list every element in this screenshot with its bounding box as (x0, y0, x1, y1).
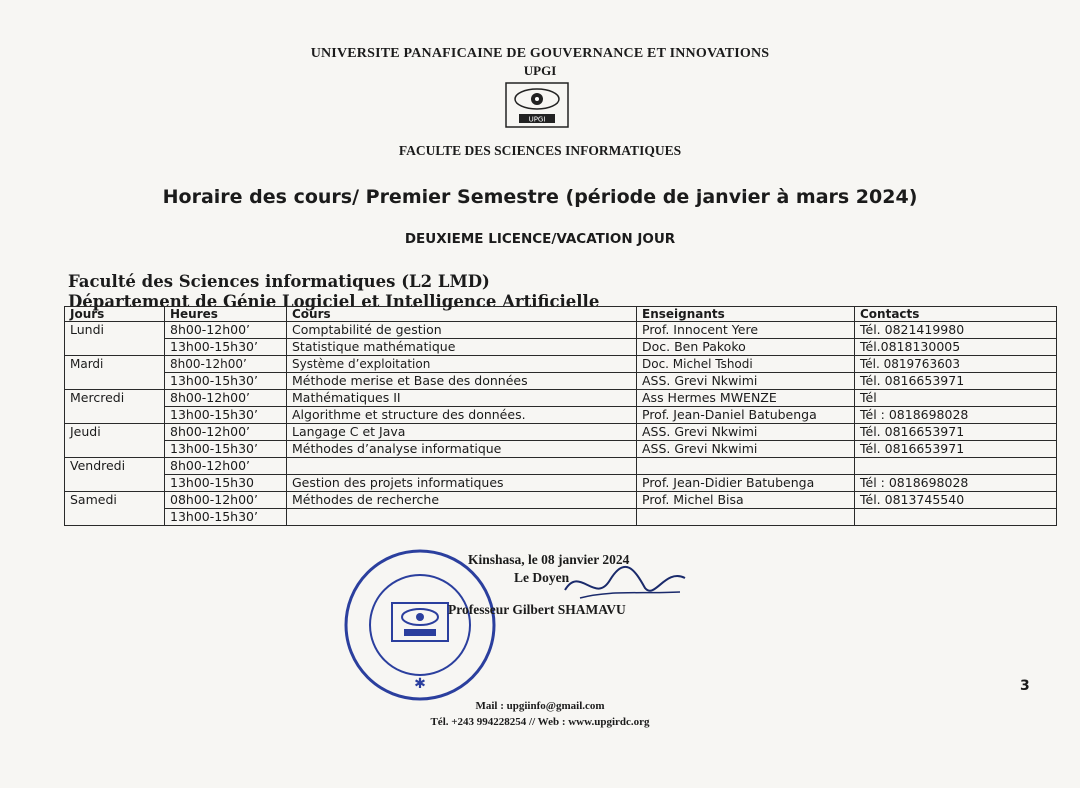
contact-cell: Tél.0818130005 (855, 339, 1057, 356)
column-header-jours: Jours (65, 307, 165, 322)
day-cell: Mercredi (65, 390, 165, 424)
day-cell: Jeudi (65, 424, 165, 458)
footer-contact: Tél. +243 994228254 // Web : www.upgirdc.org (430, 716, 650, 728)
course-cell: Algorithme et structure des données. (287, 407, 637, 424)
teacher-cell: Ass Hermes MWENZE (637, 390, 855, 407)
table-row (65, 356, 1057, 373)
table-header-row (65, 307, 1057, 322)
course-cell: Système d’exploitation (287, 356, 637, 373)
table-row (65, 322, 1057, 339)
teacher-cell (637, 509, 855, 526)
contact-cell: Tél. 0821419980 (855, 322, 1057, 339)
signature-name: Professeur Gilbert SHAMAVU (448, 602, 626, 617)
contact-cell: Tél. 0813745540 (855, 492, 1057, 509)
schedule-table (64, 306, 1057, 526)
page-subtitle: DEUXIEME LICENCE/VACATION JOUR (404, 231, 676, 247)
department-heading: Département de Génie Logiciel et Intelligence Artificielle (68, 292, 600, 311)
course-cell: Méthodes de recherche (287, 492, 637, 509)
course-cell: Gestion des projets informatiques (287, 475, 637, 492)
signature-place-date: Kinshasa, le 08 janvier 2024 (468, 552, 630, 567)
university-name: UNIVERSITE PANAFICAINE DE GOUVERNANCE ET INNOVATIONS (310, 46, 770, 61)
university-logo (505, 82, 569, 128)
contact-cell: Tél : 0818698028 (855, 407, 1057, 424)
teacher-cell: Prof. Michel Bisa (637, 492, 855, 509)
time-cell: 13h00-15h30’ (165, 339, 287, 356)
column-header-contacts: Contacts (855, 307, 1057, 322)
time-cell: 08h00-12h00’ (165, 492, 287, 509)
column-header-heures: Heures (165, 307, 287, 322)
footer-mail: Mail : upgiinfo@gmail.com (475, 700, 605, 712)
contact-cell: Tél (855, 390, 1057, 407)
contact-cell: Tél. 0816653971 (855, 373, 1057, 390)
faculty-stamp (340, 545, 500, 705)
contact-cell: Tél. 0816653971 (855, 424, 1057, 441)
page-title: Horaire des cours/ Premier Semestre (période de janvier à mars 2024) (162, 186, 918, 208)
contact-cell (855, 509, 1057, 526)
time-cell: 8h00-12h00’ (165, 424, 287, 441)
course-cell: Méthode merise et Base des données (287, 373, 637, 390)
table-row (65, 407, 1057, 424)
table-row (65, 390, 1057, 407)
teacher-cell: Prof. Jean-Didier Batubenga (637, 475, 855, 492)
course-cell: Comptabilité de gestion (287, 322, 637, 339)
course-cell: Méthodes d’analyse informatique (287, 441, 637, 458)
time-cell: 13h00-15h30’ (165, 373, 287, 390)
faculty-name: FACULTE DES SCIENCES INFORMATIQUES (398, 143, 682, 158)
time-cell: 8h00-12h00’ (165, 322, 287, 339)
teacher-cell: Doc. Ben Pakoko (637, 339, 855, 356)
column-header-enseignants: Enseignants (637, 307, 855, 322)
table-row (65, 339, 1057, 356)
page-number: 3 (1020, 678, 1030, 694)
teacher-cell: Doc. Michel Tshodi (637, 356, 855, 373)
day-cell: Samedi (65, 492, 165, 526)
time-cell: 8h00-12h00’ (165, 390, 287, 407)
table-row (65, 424, 1057, 441)
svg-text:UPGI: UPGI (528, 115, 546, 124)
teacher-cell: ASS. Grevi Nkwimi (637, 373, 855, 390)
teacher-cell: Prof. Innocent Yere (637, 322, 855, 339)
course-cell: Langage C et Java (287, 424, 637, 441)
course-cell: Statistique mathématique (287, 339, 637, 356)
teacher-cell: Prof. Jean-Daniel Batubenga (637, 407, 855, 424)
svg-text:✱: ✱ (414, 677, 426, 692)
table-row (65, 475, 1057, 492)
time-cell: 13h00-15h30’ (165, 509, 287, 526)
time-cell: 8h00-12h00’ (165, 458, 287, 475)
contact-cell: Tél. 0819763603 (855, 356, 1057, 373)
contact-cell: Tél. 0816653971 (855, 441, 1057, 458)
table-row (65, 492, 1057, 509)
teacher-cell: ASS. Grevi Nkwimi (637, 424, 855, 441)
course-cell: Mathématiques II (287, 390, 637, 407)
contact-cell (855, 458, 1057, 475)
time-cell: 13h00-15h30’ (165, 441, 287, 458)
time-cell: 13h00-15h30 (165, 475, 287, 492)
table-row (65, 373, 1057, 390)
day-cell: Lundi (65, 322, 165, 356)
teacher-cell: ASS. Grevi Nkwimi (637, 441, 855, 458)
course-cell (287, 458, 637, 475)
university-abbreviation: UPGI (523, 63, 557, 78)
table-row (65, 458, 1057, 475)
table-row (65, 441, 1057, 458)
signature-role: Le Doyen (514, 570, 570, 585)
teacher-cell (637, 458, 855, 475)
time-cell: 8h00-12h00’ (165, 356, 287, 373)
course-cell (287, 509, 637, 526)
contact-cell: Tél : 0818698028 (855, 475, 1057, 492)
day-cell: Vendredi (65, 458, 165, 492)
table-row (65, 509, 1057, 526)
time-cell: 13h00-15h30’ (165, 407, 287, 424)
faculty-heading: Faculté des Sciences informatiques (L2 LMD) (68, 272, 490, 291)
column-header-cours: Cours (287, 307, 637, 322)
day-cell: Mardi (65, 356, 165, 390)
